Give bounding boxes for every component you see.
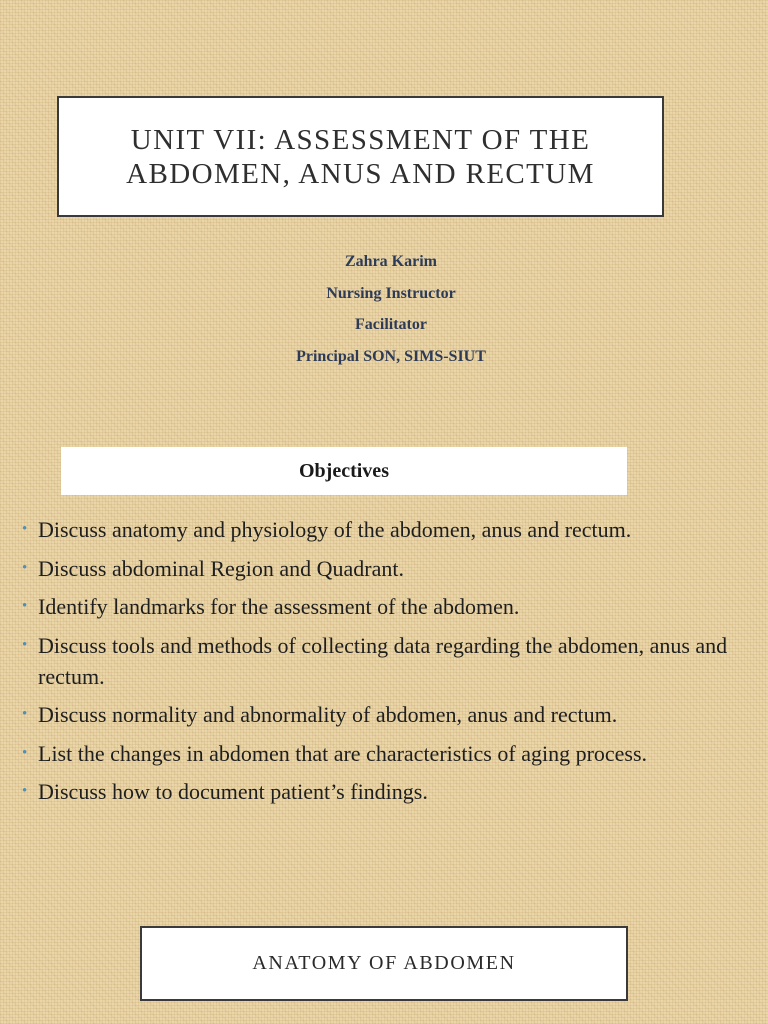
bullet-icon: • bbox=[22, 598, 28, 614]
bullet-icon: • bbox=[22, 636, 28, 653]
objective-item bbox=[22, 699, 757, 730]
objective-text: Discuss how to document patient’s findings. bbox=[38, 779, 428, 804]
objective-text: Discuss normality and abnormality of abdomen, anus and rectum. bbox=[38, 702, 618, 727]
objectives-heading: Objectives bbox=[299, 459, 389, 482]
objective-item bbox=[22, 514, 757, 545]
objective-text: Discuss anatomy and physiology of the abdomen, anus and rectum. bbox=[38, 517, 632, 542]
objective-item bbox=[22, 630, 757, 692]
section-title-box bbox=[140, 926, 628, 1001]
slide-title: UNIT VII: ASSESSMENT OF THE ABDOMEN, ANUS AND RECTUM bbox=[126, 123, 595, 190]
author-name: Zahra Karim bbox=[345, 253, 437, 270]
author-block bbox=[0, 246, 768, 372]
author-affiliation: Principal SON, SIMS-SIUT bbox=[296, 347, 486, 365]
objective-text: Discuss tools and methods of collecting data regarding the abdomen, anus and rectum. bbox=[38, 632, 728, 689]
bullet-icon: • bbox=[22, 744, 28, 761]
author-role: Nursing Instructor bbox=[326, 284, 456, 302]
objective-item bbox=[22, 776, 757, 807]
objective-item bbox=[22, 553, 757, 584]
objectives-list bbox=[22, 514, 757, 815]
objective-item bbox=[22, 738, 757, 769]
bullet-icon: • bbox=[22, 706, 28, 722]
author-role-2: Facilitator bbox=[355, 316, 427, 333]
slide-title-box bbox=[57, 96, 664, 217]
bullet-icon: • bbox=[22, 521, 28, 537]
objective-text: Discuss abdominal Region and Quadrant. bbox=[38, 555, 404, 581]
bullet-icon: • bbox=[22, 559, 28, 576]
objective-text: List the changes in abdomen that are characteristics of aging process. bbox=[38, 740, 648, 766]
objective-item bbox=[22, 591, 757, 622]
objective-text: Identify landmarks for the assessment of the abdomen. bbox=[38, 594, 520, 619]
objectives-heading-box bbox=[61, 447, 627, 495]
section-title: ANATOMY OF ABDOMEN bbox=[252, 952, 516, 974]
bullet-icon: • bbox=[22, 783, 28, 799]
